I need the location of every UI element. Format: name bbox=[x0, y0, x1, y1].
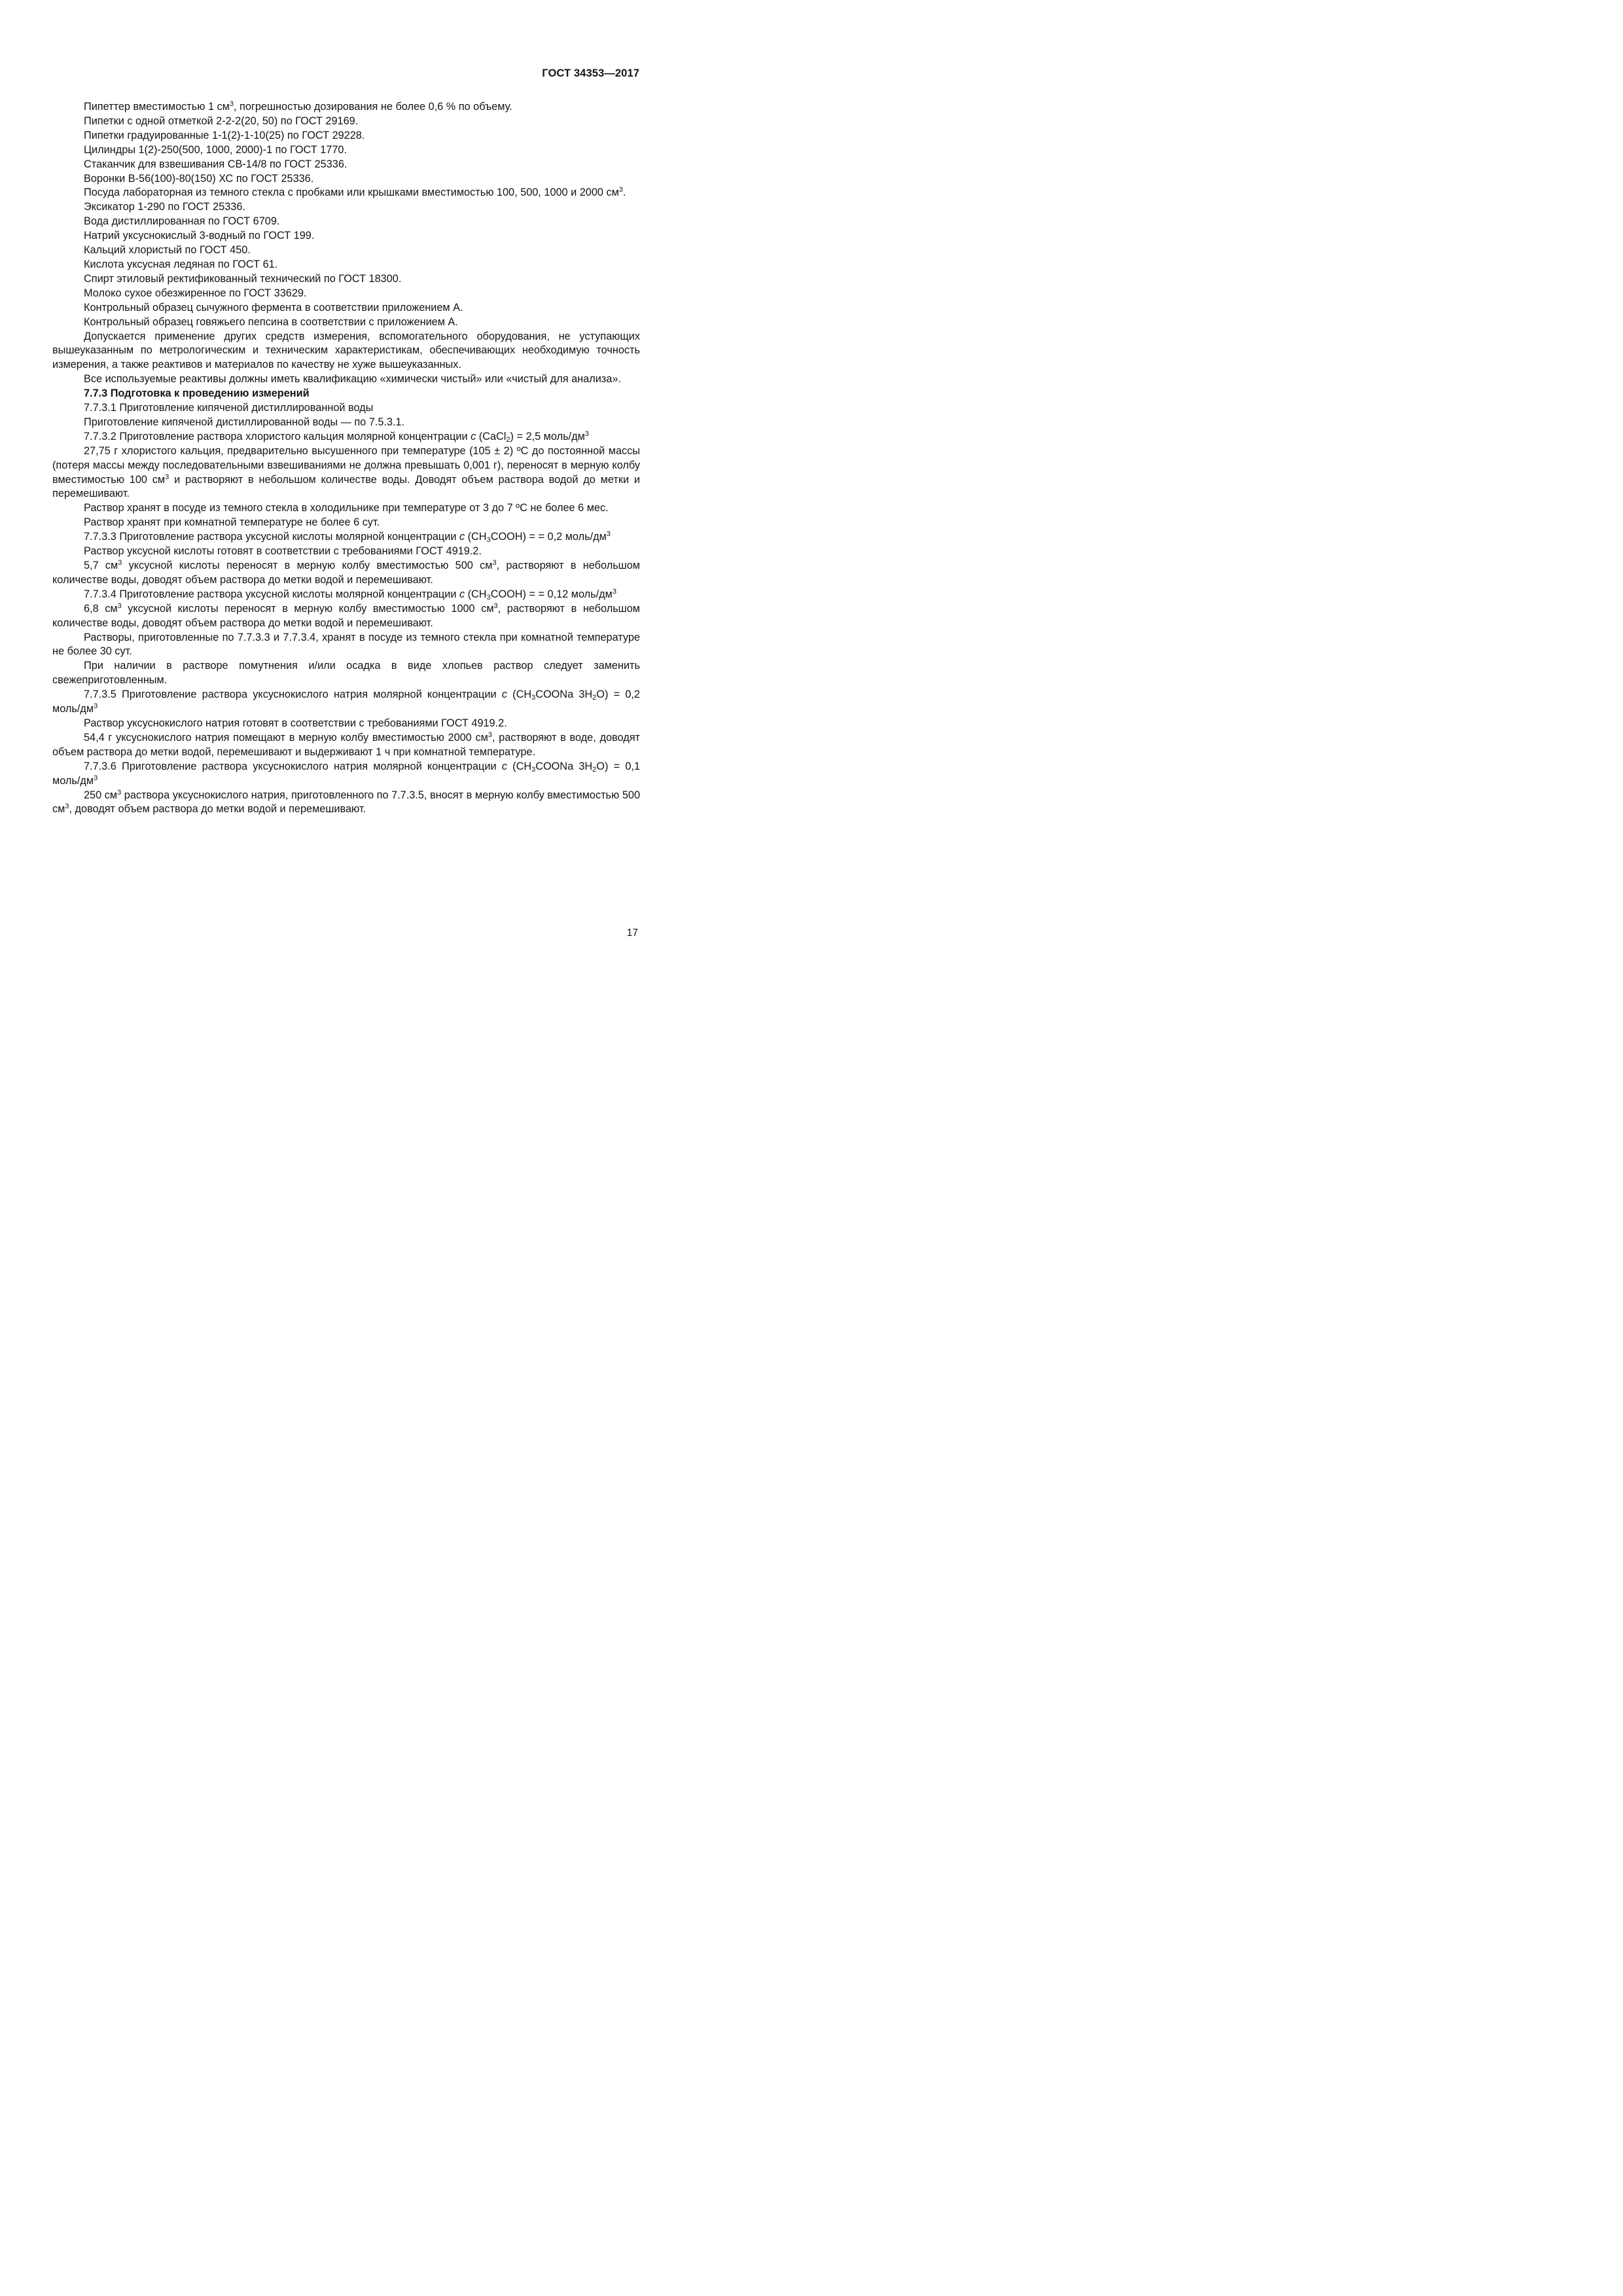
paragraph-4 bbox=[52, 143, 640, 158]
paragraph-1 bbox=[52, 100, 640, 115]
text-run: уксусной кислоты переносят в мерную колбу вместимостью 500 см bbox=[122, 560, 493, 571]
text-run: 7.7.3.5 Приготовление раствора уксуснокислого натрия молярной концентрации bbox=[84, 689, 502, 701]
text-run: Раствор хранят в посуде из темного стекла в холодильнике при температуре от 3 до 7 ºС не более 6 мес. bbox=[84, 502, 609, 514]
text-run: COONa 3H bbox=[535, 689, 593, 701]
italic-symbol: с bbox=[501, 689, 507, 701]
text-run: Посуда лабораторная из темного стекла с пробками или крышками вместимостью 100, 500, 1000 и 2000 см bbox=[84, 187, 619, 199]
text-run: COONa 3H bbox=[535, 760, 593, 772]
text-run: , растворяют в воде, доводят объем раствора до метки водой, перемешивают и выдерживают 1 ч при комнатной температуре. bbox=[52, 731, 640, 758]
paragraph-17 bbox=[52, 330, 640, 373]
text-run: 7.7.3 Подготовка к проведению измерений bbox=[84, 387, 310, 400]
paragraph-7 bbox=[52, 186, 640, 200]
text-run: (CH bbox=[465, 588, 487, 600]
paragraph-25 bbox=[52, 516, 640, 530]
superscript: 3 bbox=[118, 559, 122, 567]
paragraph-13 bbox=[52, 272, 640, 287]
text-run: 7.7.3.2 Приготовление раствора хлористого кальция молярной концентрации bbox=[84, 430, 471, 442]
text-run: Кислота уксусная ледяная по ГОСТ 61. bbox=[84, 258, 278, 270]
text-run: , растворяют в небольшом количестве воды, доводят объем раствора до метки водой и перемешивают. bbox=[52, 602, 640, 629]
page-number: 17 bbox=[626, 927, 638, 939]
superscript: 3 bbox=[606, 530, 611, 539]
superscript: 3 bbox=[584, 429, 589, 438]
text-run: Эксикатор 1-290 по ГОСТ 25336. bbox=[84, 201, 245, 213]
paragraph-27 bbox=[52, 545, 640, 559]
paragraph-20 bbox=[52, 401, 640, 416]
text-run: 6,8 см bbox=[84, 602, 118, 615]
text-run: (CH bbox=[465, 531, 487, 543]
superscript: 3 bbox=[492, 559, 497, 567]
text-run: 250 см bbox=[84, 789, 118, 801]
text-run: (CaCl bbox=[476, 430, 507, 442]
text-run: Все используемые реактивы должны иметь квалификацию «химически чистый» или «чистый для анализа». bbox=[84, 373, 621, 386]
superscript: 3 bbox=[229, 100, 234, 108]
paragraph-31 bbox=[52, 631, 640, 660]
text-run: Раствор уксуснокислого натрия готовят в соответствии с требованиями ГОСТ 4919.2. bbox=[84, 717, 507, 729]
document-body bbox=[52, 100, 640, 817]
paragraph-2 bbox=[52, 115, 640, 129]
superscript: 3 bbox=[618, 186, 623, 194]
paragraph-36 bbox=[52, 760, 640, 789]
paragraph-22 bbox=[52, 430, 640, 444]
paragraph-26 bbox=[52, 530, 640, 545]
text-run: 7.7.3.6 Приготовление раствора уксуснокислого натрия молярной концентрации bbox=[84, 760, 502, 772]
text-run: и растворяют в небольшом количестве воды. Доводят объем раствора водой до метки и перемешивают. bbox=[52, 473, 640, 500]
paragraph-35 bbox=[52, 731, 640, 760]
superscript: 3 bbox=[117, 788, 122, 797]
italic-symbol: с bbox=[459, 531, 465, 543]
text-run: Допускается применение других средств измерения, вспомогательного оборудования, не уступающих вышеуказанным по метрологическим и техническим характеристикам, обеспечивающих необходимую точность измерения, а также реактивов и материалов по качеству не хуже вышеуказанных. bbox=[52, 330, 640, 371]
text-run: . bbox=[622, 187, 626, 199]
text-run: 7.7.3.1 Приготовление кипяченой дистиллированной воды bbox=[84, 402, 374, 414]
text-run: (CH bbox=[507, 760, 532, 772]
text-run: Кальций хлористый по ГОСТ 450. bbox=[84, 244, 251, 257]
text-run: 5,7 см bbox=[84, 560, 118, 571]
subscript: 2 bbox=[592, 765, 597, 774]
paragraph-21 bbox=[52, 416, 640, 430]
text-run: Приготовление кипяченой дистиллированной воды — по 7.5.3.1. bbox=[84, 416, 405, 428]
superscript: 3 bbox=[488, 730, 492, 739]
text-run: ) = 2,5 моль/дм bbox=[510, 430, 585, 442]
superscript: 3 bbox=[94, 774, 98, 782]
text-run: Контрольный образец говяжьего пепсина в соответствии с приложением А. bbox=[84, 315, 458, 328]
text-run: COOH) = = 0,12 моль/дм bbox=[490, 588, 613, 600]
text-run: При наличии в растворе помутнения и/или осадка в виде хлопьев раствор следует заменить свежеприготовленным. bbox=[52, 660, 640, 687]
text-run: Растворы, приготовленные по 7.7.3.3 и 7.7.3.4, хранят в посуде из темного стекла при комнатной температуре не более 30 сут. bbox=[52, 631, 640, 658]
paragraph-24 bbox=[52, 501, 640, 516]
text-run: Пипеттер вместимостью 1 см bbox=[84, 101, 230, 113]
paragraph-9 bbox=[52, 215, 640, 229]
paragraph-29 bbox=[52, 588, 640, 602]
superscript: 3 bbox=[65, 802, 69, 811]
subscript: 3 bbox=[486, 536, 491, 545]
text-run: Раствор хранят при комнатной температуре не более 6 сут. bbox=[84, 516, 380, 529]
text-run: Молоко сухое обезжиренное по ГОСТ 33629. bbox=[84, 287, 307, 299]
subscript: 2 bbox=[592, 694, 597, 702]
subscript: 2 bbox=[506, 435, 510, 444]
section-heading-19 bbox=[52, 387, 640, 401]
text-run: Натрий уксуснокислый 3-водный по ГОСТ 199. bbox=[84, 230, 315, 242]
text-run: 7.7.3.3 Приготовление раствора уксусной кислоты молярной концентрации bbox=[84, 531, 459, 543]
superscript: 3 bbox=[94, 702, 98, 711]
italic-symbol: с bbox=[459, 588, 465, 600]
superscript: 3 bbox=[612, 587, 616, 596]
text-run: O) = 0,2 моль/дм bbox=[52, 689, 640, 715]
text-run: 7.7.3.4 Приготовление раствора уксусной кислоты молярной концентрации bbox=[84, 588, 459, 600]
paragraph-16 bbox=[52, 315, 640, 330]
paragraph-15 bbox=[52, 301, 640, 315]
document-page bbox=[0, 0, 722, 1022]
paragraph-6 bbox=[52, 172, 640, 187]
text-run: , растворяют в небольшом количестве воды, доводят объем раствора до метки водой и перемешивают. bbox=[52, 560, 640, 586]
italic-symbol: с bbox=[471, 430, 476, 442]
paragraph-18 bbox=[52, 372, 640, 387]
paragraph-11 bbox=[52, 243, 640, 258]
paragraph-8 bbox=[52, 200, 640, 215]
text-run: COOH) = = 0,2 моль/дм bbox=[490, 531, 607, 543]
text-run: , погрешностью дозирования не более 0,6 % по объему. bbox=[234, 101, 512, 113]
paragraph-34 bbox=[52, 717, 640, 731]
paragraph-5 bbox=[52, 158, 640, 172]
text-run: Пипетки градуированные 1-1(2)-1-10(25) по ГОСТ 29228. bbox=[84, 129, 365, 141]
paragraph-10 bbox=[52, 229, 640, 243]
italic-symbol: с bbox=[501, 760, 507, 772]
paragraph-12 bbox=[52, 258, 640, 272]
subscript: 3 bbox=[486, 593, 491, 601]
superscript: 3 bbox=[117, 601, 122, 610]
text-run: Контрольный образец сычужного фермента в соответствии приложением А. bbox=[84, 301, 463, 314]
text-run: Раствор уксусной кислоты готовят в соответствии с требованиями ГОСТ 4919.2. bbox=[84, 545, 482, 558]
subscript: 3 bbox=[531, 765, 536, 774]
paragraph-32 bbox=[52, 659, 640, 688]
text-run: Спирт этиловый ректификованный технический по ГОСТ 18300. bbox=[84, 272, 402, 285]
paragraph-33 bbox=[52, 688, 640, 717]
text-run: , доводят объем раствора до метки водой и перемешивают. bbox=[69, 803, 366, 816]
text-run: Стаканчик для взвешивания СВ-14/8 по ГОСТ 25336. bbox=[84, 158, 348, 170]
text-run: Цилиндры 1(2)-250(500, 1000, 2000)-1 по ГОСТ 1770. bbox=[84, 143, 347, 156]
text-run: Воронки В-56(100)-80(150) ХС по ГОСТ 25336. bbox=[84, 172, 314, 185]
text-run: уксусной кислоты переносят в мерную колбу вместимостью 1000 см bbox=[121, 602, 494, 615]
text-run: (CH bbox=[507, 689, 532, 701]
text-run: 27,75 г хлористого кальция, предварительно высушенного при температуре (105 ± 2) ºС до постоянной массы (потеря массы между последовательными взвешиваниями не должна превышать 0,001 г), переносят в мерную колбу вместимостью 100 см bbox=[52, 444, 640, 486]
text-run: раствора уксуснокислого натрия, приготовленного по 7.7.3.5, вносят в мерную колбу вместимостью 500 см bbox=[52, 789, 640, 816]
paragraph-3 bbox=[52, 129, 640, 143]
text-run: Пипетки с одной отметкой 2-2-2(20, 50) по ГОСТ 29169. bbox=[84, 115, 359, 127]
text-run: O) = 0,1 моль/дм bbox=[52, 760, 640, 787]
paragraph-23 bbox=[52, 444, 640, 502]
paragraph-37 bbox=[52, 789, 640, 817]
paragraph-30 bbox=[52, 602, 640, 631]
paragraph-14 bbox=[52, 287, 640, 301]
text-run: 54,4 г уксуснокислого натрия помещают в мерную колбу вместимостью 2000 см bbox=[84, 731, 488, 744]
superscript: 3 bbox=[165, 473, 169, 481]
subscript: 3 bbox=[531, 694, 536, 702]
document-header: ГОСТ 34353—2017 bbox=[542, 67, 639, 79]
superscript: 3 bbox=[493, 601, 498, 610]
text-run: Вода дистиллированная по ГОСТ 6709. bbox=[84, 215, 280, 228]
paragraph-28 bbox=[52, 559, 640, 588]
